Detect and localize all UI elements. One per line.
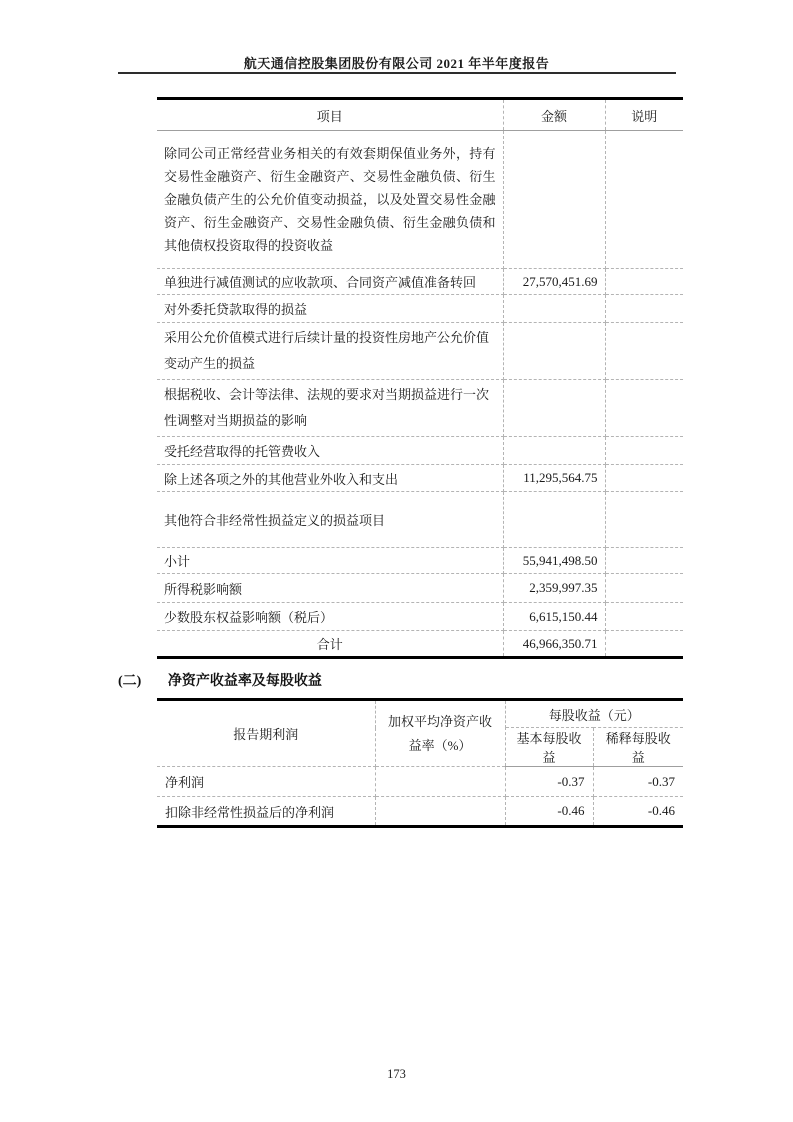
table-row	[157, 767, 683, 797]
table-row	[157, 295, 683, 323]
roe-header-line1: 加权平均净资产收	[387, 713, 492, 729]
amount-cell	[503, 131, 605, 269]
roe-value-cell	[375, 797, 505, 827]
non-recurring-items-table	[157, 97, 683, 659]
table-row	[157, 492, 683, 548]
amount-cell	[503, 437, 605, 465]
note-cell	[605, 548, 683, 574]
table-row	[157, 131, 683, 269]
page-number: 173	[387, 1067, 406, 1081]
col-header-profit: 报告期利润	[157, 700, 375, 767]
amount-cell	[503, 295, 605, 323]
table-row	[157, 548, 683, 574]
note-cell	[605, 295, 683, 323]
section-heading	[118, 670, 322, 690]
table-row-total	[157, 631, 683, 658]
roe-header-line2: 益率（%）	[408, 737, 472, 753]
table-row	[157, 797, 683, 827]
item-cell: 根据税收、会计等法律、法规的要求对当期损益进行一次性调整对当期损益的影响	[157, 380, 503, 437]
total-label-cell: 合计	[157, 631, 503, 658]
item-cell: 其他符合非经常性损益定义的损益项目	[157, 492, 503, 548]
table-row	[157, 437, 683, 465]
amount-cell: 27,570,451.69	[503, 269, 605, 295]
amount-cell	[503, 323, 605, 380]
item-cell: 除上述各项之外的其他营业外收入和支出	[157, 465, 503, 492]
table-row	[157, 603, 683, 631]
item-cell: 除同公司正常经营业务相关的有效套期保值业务外，持有交易性金融资产、衍生金融资产、交易性金融负债、衍生金融负债产生的公允价值变动损益，以及处置交易性金融资产、衍生金融资产、交易性金融负债、衍生金融负债和其他债权投资取得的投资收益	[157, 131, 503, 269]
col-header-basic-eps: 基本每股收益	[505, 728, 593, 767]
amount-cell	[503, 380, 605, 437]
note-cell	[605, 323, 683, 380]
total-amount-cell: 46,966,350.71	[503, 631, 605, 658]
note-cell	[605, 380, 683, 437]
table-header-row	[157, 700, 683, 728]
amount-cell: 11,295,564.75	[503, 465, 605, 492]
col-header-eps-group: 每股收益（元）	[505, 700, 683, 728]
item-cell: 单独进行减值测试的应收款项、合同资产减值准备转回	[157, 269, 503, 295]
diluted-eps-cell: -0.46	[647, 803, 676, 818]
roe-eps-table	[157, 698, 683, 828]
note-cell	[605, 465, 683, 492]
note-cell	[605, 131, 683, 269]
section-title: 净资产收益率及每股收益	[167, 674, 322, 689]
roe-value-cell	[375, 767, 505, 797]
table-row	[157, 465, 683, 492]
section-marker: (二)	[118, 674, 142, 689]
item-cell: 采用公允价值模式进行后续计量的投资性房地产公允价值变动产生的损益	[157, 323, 503, 380]
table-row	[157, 269, 683, 295]
note-cell	[605, 574, 683, 603]
basic-eps-cell: -0.46	[505, 797, 593, 827]
note-cell	[605, 269, 683, 295]
table-row	[157, 323, 683, 380]
table-row	[157, 380, 683, 437]
item-cell: 对外委托贷款取得的损益	[157, 295, 503, 323]
row-label-cell: 净利润	[157, 767, 375, 797]
col-header-note: 说明	[605, 99, 683, 131]
col-header-diluted-eps: 稀释每股收益	[593, 728, 683, 767]
diluted-eps-cell: -0.37	[593, 767, 683, 797]
amount-cell: 2,359,997.35	[503, 574, 605, 603]
col-header-roe	[375, 700, 505, 767]
amount-cell: 6,615,150.44	[503, 603, 605, 631]
col-header-amount: 金额	[503, 99, 605, 131]
note-cell	[605, 437, 683, 465]
report-header-title: 航天通信控股集团股份有限公司 2021 年半年度报告	[243, 56, 550, 71]
item-cell: 受托经营取得的托管费收入	[157, 437, 503, 465]
item-cell: 小计	[157, 548, 503, 574]
header-rule	[118, 72, 676, 74]
basic-eps-cell: -0.37	[505, 767, 593, 797]
row-label-cell: 扣除非经常性损益后的净利润	[157, 797, 375, 827]
note-cell	[605, 492, 683, 548]
amount-cell: 55,941,498.50	[503, 548, 605, 574]
note-cell	[605, 603, 683, 631]
item-cell: 少数股东权益影响额（税后）	[157, 603, 503, 631]
amount-cell	[503, 492, 605, 548]
col-header-item: 项目	[157, 99, 503, 131]
item-cell: 所得税影响额	[157, 574, 503, 603]
table-header-row	[157, 99, 683, 131]
note-cell	[605, 631, 683, 658]
table-row	[157, 574, 683, 603]
